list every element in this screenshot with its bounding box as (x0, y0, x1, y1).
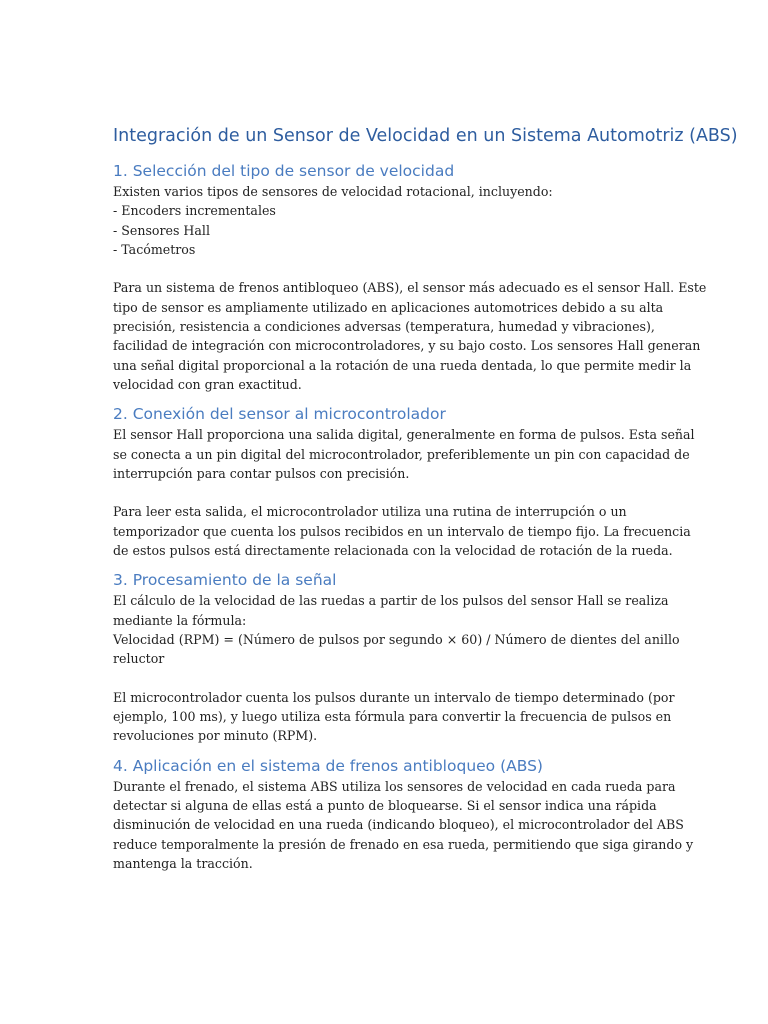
text-line: se conecta a un pin digital del microcontrolador, preferiblemente un pin con capacidad de (113, 446, 690, 462)
text-line: Para un sistema de frenos antibloqueo (ABS), el sensor más adecuado es el sensor Hall. Este (113, 280, 707, 296)
section-spacer (113, 560, 658, 569)
section-heading: 4. Aplicación en el sistema de frenos antibloqueo (ABS) (113, 756, 543, 775)
text-line: disminución de velocidad en una rueda (indicando bloqueo), el microcontrolador del ABS (113, 817, 684, 833)
section-1 (113, 160, 707, 394)
paragraph (113, 777, 694, 873)
paragraph-spacer (113, 483, 658, 502)
sections-container (113, 160, 707, 873)
paragraph (113, 688, 675, 746)
section-spacer (113, 394, 658, 403)
text-line: detectar si alguna de ellas está a punto de bloquearse. Si el sensor indica una rápida (113, 798, 657, 814)
text-line: Existen varios tipos de sensores de velocidad rotacional, incluyendo: (113, 184, 553, 199)
text-line: una señal digital proporcional a la rotación de una rueda dentada, lo que permite medir la (113, 357, 692, 373)
section-spacer (113, 746, 658, 755)
section-3 (113, 560, 680, 745)
section-heading: 2. Conexión del sensor al microcontrolador (113, 405, 446, 424)
text-line: de estos pulsos está directamente relacionada con la velocidad de rotación de la rueda. (113, 543, 673, 559)
paragraph (113, 425, 695, 483)
text-line: Velocidad (RPM) = (Número de pulsos por segundo × 60) / Número de dientes del anillo (113, 631, 680, 647)
text-line: ejemplo, 100 ms), y luego utiliza esta fórmula para convertir la frecuencia de pulsos en (113, 709, 672, 725)
text-line: facilidad de integración con microcontroladores, y su bajo costo. Los sensores Hall generan (113, 338, 701, 354)
paragraph-spacer (113, 669, 658, 688)
text-line: velocidad con gran exactitud. (113, 376, 302, 392)
text-line: Durante el frenado, el sistema ABS utiliza los sensores de velocidad en cada rueda para (113, 778, 676, 794)
text-line: Para leer esta salida, el microcontrolador utiliza una rutina de interrupción o un (113, 504, 627, 520)
text-line: El microcontrolador cuenta los pulsos durante un intervalo de tiempo determinado (por (113, 689, 675, 705)
text-line: El cálculo de la velocidad de las ruedas a partir de los pulsos del sensor Hall se realiza (113, 593, 669, 609)
text-line: precisión, resistencia a condiciones adversas (temperatura, humedad y vibraciones), (113, 319, 655, 335)
text-line: temporizador que cuenta los pulsos recibidos en un intervalo de tiempo fijo. La frecuencia (113, 523, 691, 539)
text-line: - Sensores Hall (113, 222, 210, 238)
section-4 (113, 746, 694, 873)
text-line: - Tacómetros (113, 241, 196, 257)
text-line: tipo de sensor es ampliamente utilizado en aplicaciones automotrices debido a su alta (113, 299, 664, 315)
text-line: interrupción para contar pulsos con precisión. (113, 465, 410, 481)
text-line: reluctor (113, 651, 165, 667)
text-line: revoluciones por minuto (RPM). (113, 728, 318, 744)
section-heading: 3. Procesamiento de la señal (113, 571, 337, 590)
text-line: reduce temporalmente la presión de frenado en esa rueda, permitiendo que siga girando y (113, 836, 694, 852)
paragraph (113, 591, 680, 668)
paragraph (113, 182, 658, 259)
text-line: mediante la fórmula: (113, 612, 247, 628)
document-title: Integración de un Sensor de Velocidad en un Sistema Automotriz (ABS) (113, 126, 738, 146)
text-line: mantenga la tracción. (113, 855, 253, 871)
text-line: El sensor Hall proporciona una salida digital, generalmente en forma de pulsos. Esta señal (113, 427, 695, 443)
paragraph (113, 278, 707, 394)
paragraph-spacer (113, 259, 658, 278)
section-2 (113, 394, 695, 560)
text-line: - Encoders incrementales (113, 203, 276, 219)
paragraph (113, 502, 691, 560)
section-heading: 1. Selección del tipo de sensor de velocidad (113, 162, 455, 180)
document-body (113, 124, 738, 873)
